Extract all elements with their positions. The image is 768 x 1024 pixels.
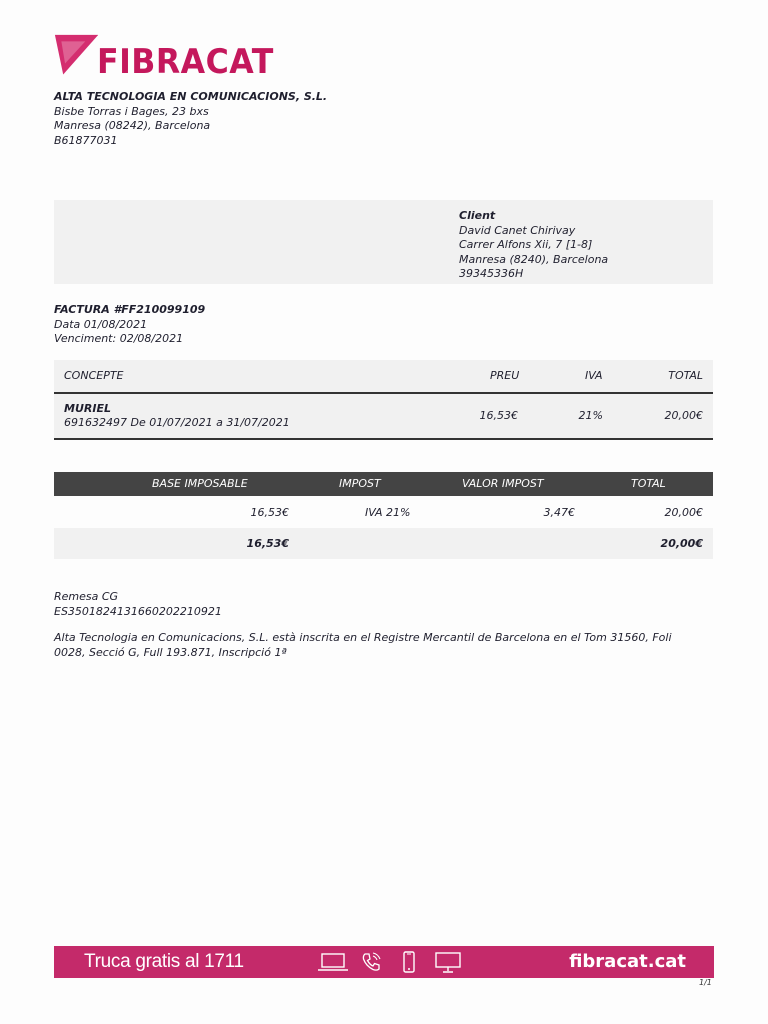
invoice-info [54,303,205,347]
page-number: 1/1 [699,978,712,987]
monitor-icon [434,951,462,973]
grand-total: 20,00€ [660,537,703,550]
laptop-icon [317,951,349,973]
header-total: TOTAL [668,369,703,382]
client-address-line2: Manresa (8240), Barcelona [459,252,609,266]
client-title: Client [459,209,496,222]
header-tax-total: TOTAL [631,477,666,490]
website-label: fibracat.cat [569,951,686,972]
totals-row [54,528,713,559]
concepts-table-header [54,360,713,394]
iban: ES3501824131660202210921 [54,604,222,618]
concept-title: MURIEL [64,402,111,415]
tax-total: 20,00€ [664,506,703,519]
company-address-line2: Manresa (08242), Barcelona [54,119,211,132]
total-base: 16,53€ [246,537,289,550]
mobile-icon [398,951,420,973]
invoice-number: FACTURA #FF210099109 [54,303,206,316]
phone-icon [360,951,382,973]
invoice-date: Data 01/08/2021 [54,317,148,331]
registry-note: Alta Tecnologia en Comunicacions, S.L. està inscrita en el Registre Mercantil de Barcelona en el Tom 31560, Foli 0028, Secció G, Full 193.871, Inscripció 1ª [54,631,672,659]
fibracat-logo-icon [54,34,98,80]
header-tax-value: VALOR IMPOST [462,477,544,490]
client-info [459,209,608,282]
company-info [54,90,327,148]
tax-table-header [54,472,713,496]
concept-vat: 21% [578,409,603,422]
tax-value: 3,47€ [543,506,575,519]
table-row [54,394,713,440]
concept-description: 691632497 De 01/07/2021 a 31/07/2021 [64,416,290,429]
company-tax-id: B61877031 [54,133,118,147]
company-logo [54,34,274,82]
logo-wordmark: FIBRACAT [97,42,274,82]
concept-price: 16,53€ [479,409,518,422]
company-address-line1: Bisbe Torras i Bages, 23 bxs [54,104,209,118]
table-row [54,498,713,526]
company-name: ALTA TECNOLOGIA EN COMUNICACIONS, S.L. [54,90,328,103]
client-name: David Canet Chirivay [459,223,576,237]
invoice-due-date: Venciment: 02/08/2021 [54,332,184,345]
payment-notes [54,590,714,660]
concept-total: 20,00€ [664,409,703,422]
header-base: BASE IMPOSABLE [152,477,248,490]
header-concept: CONCEPTE [64,369,124,382]
header-vat: IVA [585,369,603,382]
tax-base: 16,53€ [250,506,289,519]
client-panel [54,200,713,284]
client-address-line1: Carrer Alfons Xii, 7 [1-8] [459,238,593,251]
call-text: Truca gratis al 1711 [84,951,244,972]
remittance-label: Remesa CG [54,590,119,603]
header-price: PREU [490,369,520,382]
client-tax-id: 39345336H [459,267,524,280]
footer-banner [54,946,714,978]
header-tax: IMPOST [339,477,381,490]
tax-name: IVA 21% [365,506,411,519]
